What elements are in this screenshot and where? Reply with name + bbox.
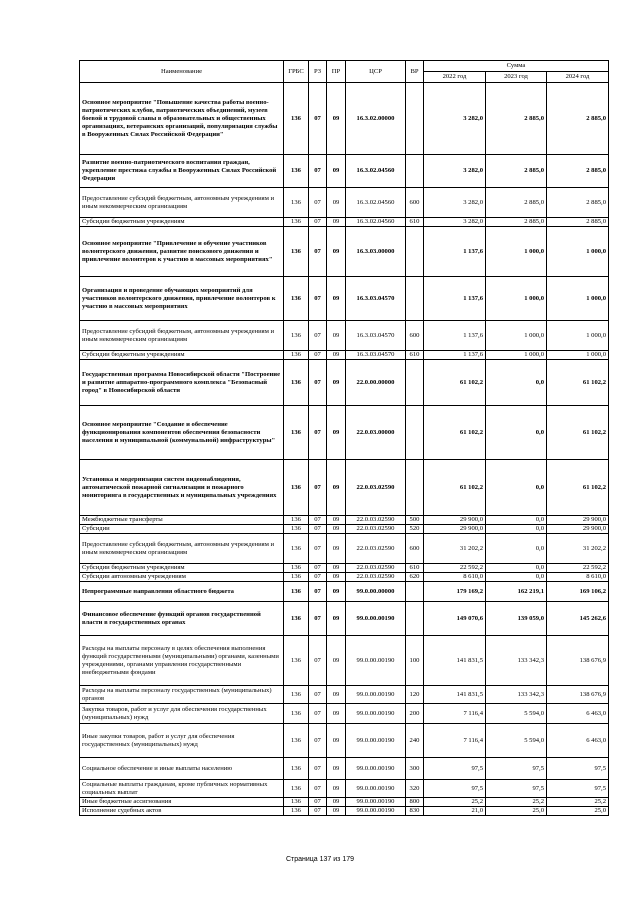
cell-2024: 25,0 bbox=[547, 807, 609, 816]
cell-pr: 09 bbox=[327, 780, 346, 798]
cell-csr: 22.0.03.02590 bbox=[346, 460, 406, 516]
cell-csr: 16.3.02.04560 bbox=[346, 155, 406, 188]
cell-name: Развитие военно-патриотического воспитания граждан, укрепление престижа службы в Вооруженных Силах Российской Федерации bbox=[80, 155, 284, 188]
cell-2024: 6 463,0 bbox=[547, 704, 609, 724]
table-row bbox=[80, 218, 609, 227]
cell-pr: 09 bbox=[327, 406, 346, 460]
cell-vr: 300 bbox=[406, 758, 424, 780]
cell-2023: 25,0 bbox=[486, 807, 547, 816]
cell-2023: 97,5 bbox=[486, 780, 547, 798]
cell-csr: 99.0.00.00190 bbox=[346, 807, 406, 816]
cell-name: Закупка товаров, работ и услуг для обеспечения государственных (муниципальных) нужд bbox=[80, 704, 284, 724]
cell-csr: 16.3.03.00000 bbox=[346, 227, 406, 277]
cell-2023: 0,0 bbox=[486, 406, 547, 460]
cell-2022: 21,0 bbox=[424, 807, 486, 816]
header-name: Наименование bbox=[80, 61, 284, 83]
cell-2024: 169 106,2 bbox=[547, 582, 609, 602]
cell-csr: 99.0.00.00190 bbox=[346, 724, 406, 758]
cell-pr: 09 bbox=[327, 582, 346, 602]
cell-2024: 61 102,2 bbox=[547, 360, 609, 406]
cell-rz: 07 bbox=[309, 573, 327, 582]
cell-2024: 138 676,9 bbox=[547, 636, 609, 686]
cell-2022: 61 102,2 bbox=[424, 406, 486, 460]
cell-2024: 31 202,2 bbox=[547, 534, 609, 564]
cell-pr: 09 bbox=[327, 277, 346, 321]
cell-name: Субсидии автономным учреждениям bbox=[80, 573, 284, 582]
cell-2024: 29 900,0 bbox=[547, 516, 609, 525]
cell-2024: 61 102,2 bbox=[547, 460, 609, 516]
cell-2024: 61 102,2 bbox=[547, 406, 609, 460]
cell-2023: 0,0 bbox=[486, 460, 547, 516]
cell-csr: 16.3.02.04560 bbox=[346, 218, 406, 227]
cell-2024: 2 885,0 bbox=[547, 188, 609, 218]
cell-vr: 100 bbox=[406, 636, 424, 686]
cell-name: Межбюджетные трансферты bbox=[80, 516, 284, 525]
cell-csr: 22.0.03.02590 bbox=[346, 564, 406, 573]
cell-rz: 07 bbox=[309, 564, 327, 573]
cell-csr: 16.3.03.04570 bbox=[346, 351, 406, 360]
cell-2024: 1 000,0 bbox=[547, 351, 609, 360]
cell-2022: 97,5 bbox=[424, 780, 486, 798]
cell-2022: 31 202,2 bbox=[424, 534, 486, 564]
cell-vr: 240 bbox=[406, 724, 424, 758]
cell-2022: 97,5 bbox=[424, 758, 486, 780]
cell-vr: 610 bbox=[406, 564, 424, 573]
cell-rz: 07 bbox=[309, 516, 327, 525]
cell-pr: 09 bbox=[327, 602, 346, 636]
cell-grbs: 136 bbox=[284, 218, 309, 227]
cell-pr: 09 bbox=[327, 807, 346, 816]
table-row bbox=[80, 636, 609, 686]
cell-rz: 07 bbox=[309, 807, 327, 816]
header-rz: РЗ bbox=[309, 61, 327, 83]
table-row bbox=[80, 704, 609, 724]
cell-2024: 138 676,9 bbox=[547, 686, 609, 704]
cell-2023: 0,0 bbox=[486, 534, 547, 564]
cell-csr: 99.0.00.00190 bbox=[346, 758, 406, 780]
cell-2023: 1 000,0 bbox=[486, 227, 547, 277]
cell-name: Иные бюджетные ассигнования bbox=[80, 798, 284, 807]
cell-2022: 3 282,0 bbox=[424, 83, 486, 155]
cell-2022: 3 282,0 bbox=[424, 218, 486, 227]
cell-name: Непрограммные направления областного бюджета bbox=[80, 582, 284, 602]
cell-grbs: 136 bbox=[284, 798, 309, 807]
table-row bbox=[80, 460, 609, 516]
cell-pr: 09 bbox=[327, 360, 346, 406]
cell-rz: 07 bbox=[309, 227, 327, 277]
cell-pr: 09 bbox=[327, 83, 346, 155]
table-row bbox=[80, 724, 609, 758]
cell-2023: 139 059,0 bbox=[486, 602, 547, 636]
cell-pr: 09 bbox=[327, 218, 346, 227]
cell-csr: 16.3.03.04570 bbox=[346, 277, 406, 321]
cell-grbs: 136 bbox=[284, 360, 309, 406]
cell-vr: 120 bbox=[406, 686, 424, 704]
cell-grbs: 136 bbox=[284, 724, 309, 758]
cell-grbs: 136 bbox=[284, 277, 309, 321]
cell-grbs: 136 bbox=[284, 602, 309, 636]
cell-2024: 97,5 bbox=[547, 780, 609, 798]
cell-rz: 07 bbox=[309, 218, 327, 227]
cell-name: Предоставление субсидий бюджетным, автономным учреждениям и иным некоммерческим организациям bbox=[80, 534, 284, 564]
cell-rz: 07 bbox=[309, 155, 327, 188]
cell-vr: 200 bbox=[406, 704, 424, 724]
cell-2024: 1 000,0 bbox=[547, 277, 609, 321]
cell-2022: 8 610,0 bbox=[424, 573, 486, 582]
cell-grbs: 136 bbox=[284, 758, 309, 780]
cell-csr: 16.3.03.04570 bbox=[346, 321, 406, 351]
cell-2023: 0,0 bbox=[486, 360, 547, 406]
cell-2024: 2 885,0 bbox=[547, 218, 609, 227]
cell-2023: 1 000,0 bbox=[486, 351, 547, 360]
cell-grbs: 136 bbox=[284, 564, 309, 573]
cell-2022: 3 282,0 bbox=[424, 155, 486, 188]
cell-csr: 99.0.00.00190 bbox=[346, 780, 406, 798]
cell-name: Основное мероприятие "Создание и обеспечение функционирования компонентов обеспечения безопасности населения и муниципальной (коммунальной) инфраструктуры" bbox=[80, 406, 284, 460]
cell-rz: 07 bbox=[309, 83, 327, 155]
header-sum: Сумма bbox=[424, 61, 609, 72]
header-year-2022: 2022 год bbox=[424, 72, 486, 83]
cell-name: Субсидии бюджетным учреждениям bbox=[80, 564, 284, 573]
table-body bbox=[80, 83, 609, 816]
table-row bbox=[80, 83, 609, 155]
cell-rz: 07 bbox=[309, 360, 327, 406]
cell-pr: 09 bbox=[327, 573, 346, 582]
cell-rz: 07 bbox=[309, 758, 327, 780]
cell-name: Социальное обеспечение и иные выплаты населению bbox=[80, 758, 284, 780]
cell-2023: 133 342,3 bbox=[486, 686, 547, 704]
cell-name: Расходы на выплаты персоналу государственных (муниципальных) органов bbox=[80, 686, 284, 704]
cell-pr: 09 bbox=[327, 227, 346, 277]
cell-vr: 610 bbox=[406, 351, 424, 360]
cell-2022: 141 831,5 bbox=[424, 636, 486, 686]
cell-grbs: 136 bbox=[284, 534, 309, 564]
cell-rz: 07 bbox=[309, 525, 327, 534]
cell-2023: 2 885,0 bbox=[486, 218, 547, 227]
cell-csr: 99.0.00.00190 bbox=[346, 636, 406, 686]
table-row bbox=[80, 525, 609, 534]
cell-vr bbox=[406, 155, 424, 188]
cell-grbs: 136 bbox=[284, 321, 309, 351]
cell-vr bbox=[406, 83, 424, 155]
cell-pr: 09 bbox=[327, 798, 346, 807]
cell-vr: 600 bbox=[406, 321, 424, 351]
cell-2023: 97,5 bbox=[486, 758, 547, 780]
cell-pr: 09 bbox=[327, 525, 346, 534]
cell-2022: 29 900,0 bbox=[424, 525, 486, 534]
cell-2022: 7 116,4 bbox=[424, 704, 486, 724]
table-row bbox=[80, 758, 609, 780]
cell-vr bbox=[406, 227, 424, 277]
cell-2024: 2 885,0 bbox=[547, 83, 609, 155]
cell-rz: 07 bbox=[309, 724, 327, 758]
cell-csr: 16.3.02.04560 bbox=[346, 188, 406, 218]
cell-csr: 22.0.03.02590 bbox=[346, 573, 406, 582]
cell-grbs: 136 bbox=[284, 636, 309, 686]
cell-csr: 16.3.02.00000 bbox=[346, 83, 406, 155]
table-row bbox=[80, 798, 609, 807]
cell-pr: 09 bbox=[327, 636, 346, 686]
table-row bbox=[80, 188, 609, 218]
cell-pr: 09 bbox=[327, 516, 346, 525]
cell-grbs: 136 bbox=[284, 460, 309, 516]
cell-name: Субсидии bbox=[80, 525, 284, 534]
cell-name: Субсидии бюджетным учреждениям bbox=[80, 218, 284, 227]
cell-2022: 22 592,2 bbox=[424, 564, 486, 573]
cell-grbs: 136 bbox=[284, 351, 309, 360]
cell-vr bbox=[406, 277, 424, 321]
cell-2024: 1 000,0 bbox=[547, 321, 609, 351]
table-row bbox=[80, 321, 609, 351]
cell-vr: 600 bbox=[406, 188, 424, 218]
cell-2022: 141 831,5 bbox=[424, 686, 486, 704]
cell-2023: 133 342,3 bbox=[486, 636, 547, 686]
cell-2023: 162 219,1 bbox=[486, 582, 547, 602]
table-row bbox=[80, 582, 609, 602]
cell-name: Социальные выплаты гражданам, кроме публичных нормативных социальных выплат bbox=[80, 780, 284, 798]
cell-csr: 99.0.00.00190 bbox=[346, 798, 406, 807]
cell-csr: 22.0.03.02590 bbox=[346, 534, 406, 564]
cell-pr: 09 bbox=[327, 704, 346, 724]
cell-vr: 830 bbox=[406, 807, 424, 816]
cell-csr: 22.0.03.00000 bbox=[346, 406, 406, 460]
cell-csr: 22.0.03.02590 bbox=[346, 516, 406, 525]
header-year-2023: 2023 год bbox=[486, 72, 547, 83]
cell-2024: 97,5 bbox=[547, 758, 609, 780]
cell-2022: 1 137,6 bbox=[424, 277, 486, 321]
budget-table bbox=[79, 60, 609, 816]
cell-name: Предоставление субсидий бюджетным, автономным учреждениям и иным некоммерческим организациям bbox=[80, 188, 284, 218]
cell-rz: 07 bbox=[309, 602, 327, 636]
page-number: Страница 137 из 179 bbox=[285, 856, 355, 863]
header-grbs: ГРБС bbox=[284, 61, 309, 83]
cell-pr: 09 bbox=[327, 351, 346, 360]
cell-grbs: 136 bbox=[284, 525, 309, 534]
cell-2023: 0,0 bbox=[486, 564, 547, 573]
cell-csr: 99.0.00.00190 bbox=[346, 686, 406, 704]
cell-rz: 07 bbox=[309, 704, 327, 724]
cell-vr: 500 bbox=[406, 516, 424, 525]
header-year-2024: 2024 год bbox=[547, 72, 609, 83]
cell-name: Основное мероприятие "Привлечение и обучение участников волонтерского движения, развитие поискового движения и привлечение волонтеров к участию в массовых мероприятиях" bbox=[80, 227, 284, 277]
cell-vr: 610 bbox=[406, 218, 424, 227]
cell-pr: 09 bbox=[327, 724, 346, 758]
cell-name: Финансовое обеспечение функций органов государственной власти в государственных органах bbox=[80, 602, 284, 636]
cell-grbs: 136 bbox=[284, 573, 309, 582]
cell-2022: 29 900,0 bbox=[424, 516, 486, 525]
cell-name: Иные закупки товаров, работ и услуг для обеспечения государственных (муниципальных) нужд bbox=[80, 724, 284, 758]
cell-vr: 800 bbox=[406, 798, 424, 807]
cell-pr: 09 bbox=[327, 758, 346, 780]
table-row bbox=[80, 227, 609, 277]
cell-rz: 07 bbox=[309, 780, 327, 798]
header-row-1 bbox=[80, 61, 609, 72]
table-row bbox=[80, 564, 609, 573]
cell-name: Предоставление субсидий бюджетным, автономным учреждениям и иным некоммерческим организациям bbox=[80, 321, 284, 351]
cell-2022: 149 070,6 bbox=[424, 602, 486, 636]
cell-vr bbox=[406, 406, 424, 460]
table-row bbox=[80, 534, 609, 564]
cell-2024: 29 900,0 bbox=[547, 525, 609, 534]
cell-name: Государственная программа Новосибирской области "Построение и развитие аппаратно-программного комплекса "Безопасный город" в Новосибирской области bbox=[80, 360, 284, 406]
table-row bbox=[80, 351, 609, 360]
cell-2024: 2 885,0 bbox=[547, 155, 609, 188]
table-row bbox=[80, 277, 609, 321]
cell-2022: 25,2 bbox=[424, 798, 486, 807]
cell-pr: 09 bbox=[327, 460, 346, 516]
cell-name: Установка и модернизация систем видеонаблюдения, автоматической пожарной сигнализации и пожарного мониторинга в государственных и муниципальных учреждениях bbox=[80, 460, 284, 516]
cell-2023: 0,0 bbox=[486, 516, 547, 525]
cell-name: Исполнение судебных актов bbox=[80, 807, 284, 816]
cell-2023: 1 000,0 bbox=[486, 321, 547, 351]
cell-2023: 25,2 bbox=[486, 798, 547, 807]
header-pr: ПР bbox=[327, 61, 346, 83]
cell-2023: 5 594,0 bbox=[486, 724, 547, 758]
cell-grbs: 136 bbox=[284, 516, 309, 525]
cell-2022: 1 137,6 bbox=[424, 227, 486, 277]
cell-2024: 22 592,2 bbox=[547, 564, 609, 573]
cell-2022: 1 137,6 bbox=[424, 321, 486, 351]
cell-2024: 145 262,6 bbox=[547, 602, 609, 636]
cell-2023: 1 000,0 bbox=[486, 277, 547, 321]
cell-csr: 99.0.00.00190 bbox=[346, 602, 406, 636]
cell-2023: 5 594,0 bbox=[486, 704, 547, 724]
cell-csr: 99.0.00.00000 bbox=[346, 582, 406, 602]
cell-vr bbox=[406, 360, 424, 406]
cell-grbs: 136 bbox=[284, 406, 309, 460]
cell-rz: 07 bbox=[309, 460, 327, 516]
table-row bbox=[80, 602, 609, 636]
table-row bbox=[80, 807, 609, 816]
cell-vr: 320 bbox=[406, 780, 424, 798]
cell-rz: 07 bbox=[309, 636, 327, 686]
cell-grbs: 136 bbox=[284, 188, 309, 218]
cell-pr: 09 bbox=[327, 188, 346, 218]
cell-rz: 07 bbox=[309, 798, 327, 807]
cell-2023: 0,0 bbox=[486, 525, 547, 534]
cell-rz: 07 bbox=[309, 351, 327, 360]
cell-grbs: 136 bbox=[284, 155, 309, 188]
table-row bbox=[80, 573, 609, 582]
cell-name: Субсидии бюджетным учреждениям bbox=[80, 351, 284, 360]
cell-name: Организация и проведение обучающих мероприятий для участников волонтерского движения, привлечение волонтеров к участию в массовых мероприятиях bbox=[80, 277, 284, 321]
table-row bbox=[80, 780, 609, 798]
table-row bbox=[80, 155, 609, 188]
cell-vr: 600 bbox=[406, 534, 424, 564]
cell-csr: 99.0.00.00190 bbox=[346, 704, 406, 724]
cell-grbs: 136 bbox=[284, 686, 309, 704]
cell-pr: 09 bbox=[327, 321, 346, 351]
cell-vr: 620 bbox=[406, 573, 424, 582]
header-vr: ВР bbox=[406, 61, 424, 83]
cell-name: Основное мероприятие "Повышение качества работы военно-патриотических клубов, патриотических объединений, музеев боевой и трудовой славы в образовательных и общественных организациях, ветеранских организаций, популяризация службы в Вооруженных Силах Российской Федерации" bbox=[80, 83, 284, 155]
cell-grbs: 136 bbox=[284, 227, 309, 277]
cell-2022: 61 102,2 bbox=[424, 360, 486, 406]
cell-rz: 07 bbox=[309, 188, 327, 218]
table-row bbox=[80, 686, 609, 704]
cell-rz: 07 bbox=[309, 582, 327, 602]
cell-rz: 07 bbox=[309, 686, 327, 704]
cell-pr: 09 bbox=[327, 686, 346, 704]
cell-2022: 3 282,0 bbox=[424, 188, 486, 218]
cell-csr: 22.0.00.00000 bbox=[346, 360, 406, 406]
cell-vr bbox=[406, 582, 424, 602]
cell-2022: 7 116,4 bbox=[424, 724, 486, 758]
cell-2024: 1 000,0 bbox=[547, 227, 609, 277]
cell-rz: 07 bbox=[309, 534, 327, 564]
cell-2023: 2 885,0 bbox=[486, 155, 547, 188]
cell-rz: 07 bbox=[309, 321, 327, 351]
cell-2024: 25,2 bbox=[547, 798, 609, 807]
cell-csr: 22.0.03.02590 bbox=[346, 525, 406, 534]
cell-vr bbox=[406, 460, 424, 516]
cell-pr: 09 bbox=[327, 155, 346, 188]
cell-name: Расходы на выплаты персоналу в целях обеспечения выполнения функций государственными (муниципальными) органами, казенными учреждениями, органами управления государственными внебюджетными фондами bbox=[80, 636, 284, 686]
cell-vr: 520 bbox=[406, 525, 424, 534]
cell-rz: 07 bbox=[309, 406, 327, 460]
cell-2023: 2 885,0 bbox=[486, 83, 547, 155]
cell-grbs: 136 bbox=[284, 704, 309, 724]
cell-pr: 09 bbox=[327, 564, 346, 573]
cell-grbs: 136 bbox=[284, 807, 309, 816]
table-row bbox=[80, 516, 609, 525]
cell-2023: 2 885,0 bbox=[486, 188, 547, 218]
table-row bbox=[80, 360, 609, 406]
cell-grbs: 136 bbox=[284, 780, 309, 798]
cell-2024: 6 463,0 bbox=[547, 724, 609, 758]
table-row bbox=[80, 406, 609, 460]
cell-2022: 179 169,2 bbox=[424, 582, 486, 602]
cell-rz: 07 bbox=[309, 277, 327, 321]
cell-2023: 0,0 bbox=[486, 573, 547, 582]
cell-vr bbox=[406, 602, 424, 636]
cell-grbs: 136 bbox=[284, 582, 309, 602]
cell-pr: 09 bbox=[327, 534, 346, 564]
cell-2022: 1 137,6 bbox=[424, 351, 486, 360]
cell-2022: 61 102,2 bbox=[424, 460, 486, 516]
cell-2024: 8 610,0 bbox=[547, 573, 609, 582]
cell-grbs: 136 bbox=[284, 83, 309, 155]
header-csr: ЦСР bbox=[346, 61, 406, 83]
